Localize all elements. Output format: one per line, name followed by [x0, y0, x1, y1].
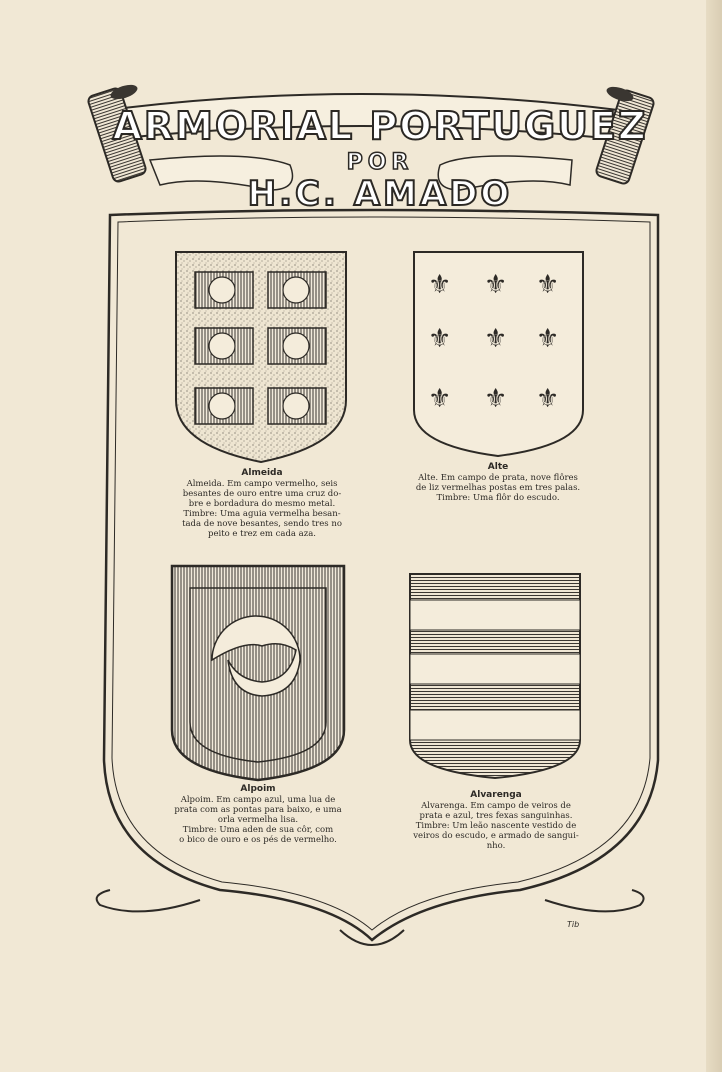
description-line: Timbre: Uma aguia vermelha besan-	[183, 509, 341, 519]
caption-alte	[400, 462, 596, 503]
artist-signature: Tib	[567, 920, 580, 929]
description-line: besantes de ouro entre uma cruz do-	[182, 489, 342, 499]
fleur-de-lis-icon: ⚜	[428, 324, 452, 354]
shield-name: Alpoim	[240, 784, 276, 794]
fleur-de-lis-icon: ⚜	[484, 384, 508, 414]
fleur-de-lis-icon: ⚜	[484, 324, 508, 354]
shield-description	[160, 795, 356, 845]
description-line: Timbre: Uma flôr do escudo.	[436, 493, 560, 503]
shield-alvarenga	[410, 574, 580, 778]
fleur-de-lis-icon: ⚜	[536, 270, 560, 300]
description-line: Alte. Em campo de prata, nove flôres	[418, 473, 578, 483]
shield-name: Alte	[487, 462, 509, 472]
description-line: o bico de ouro e os pés de vermelho.	[179, 835, 337, 845]
description-line: Timbre: Uma aden de sua côr, com	[182, 825, 334, 835]
description-line: prata e azul, tres fexas sanguinhas.	[419, 811, 573, 821]
fleur-de-lis-icon: ⚜	[428, 270, 452, 300]
description-line: prata com as pontas para baixo, e uma	[174, 805, 342, 815]
description-line: nho.	[486, 841, 506, 851]
title-por: POR	[346, 150, 414, 175]
caption-almeida	[164, 468, 360, 539]
description-line: de liz vermelhas postas em tres palas.	[415, 483, 581, 493]
page-title: ARMORIAL PORTUGUEZ	[112, 104, 648, 148]
title-author: H.C. AMADO	[247, 174, 513, 214]
caption-alvarenga	[398, 790, 594, 851]
description-line: veiros do escudo, e armado de sangui-	[413, 831, 579, 841]
description-line: Timbre: Um leão nascente vestido de	[415, 821, 577, 831]
shield-name: Almeida	[241, 468, 283, 478]
description-line: Alpoim. Em campo azul, uma lua de	[180, 795, 336, 805]
description-line: bre e bordadura do mesmo metal.	[188, 499, 336, 509]
description-line: Almeida. Em campo vermelho, seis	[186, 479, 338, 489]
description-line: Alvarenga. Em campo de veiros de	[421, 801, 571, 811]
fleur-de-lis-icon: ⚜	[536, 324, 560, 354]
shield-description	[164, 479, 360, 539]
caption-alpoim	[160, 784, 356, 845]
shield-description	[400, 473, 596, 503]
description-line: orla vermelha lisa.	[217, 815, 299, 825]
fleur-de-lis-icon: ⚜	[484, 270, 508, 300]
fleur-de-lis-icon: ⚜	[536, 384, 560, 414]
fleur-de-lis-icon: ⚜	[428, 384, 452, 414]
header-banner	[90, 80, 670, 220]
shield-almeida	[176, 252, 346, 462]
shield-description	[398, 801, 594, 851]
description-line: tada de nove besantes, sendo tres no	[182, 519, 342, 529]
alte-fleurs	[420, 262, 580, 422]
shield-alpoim	[172, 566, 344, 780]
description-line: peito e trez em cada aza.	[208, 529, 316, 539]
shield-name: Alvarenga	[470, 790, 522, 800]
